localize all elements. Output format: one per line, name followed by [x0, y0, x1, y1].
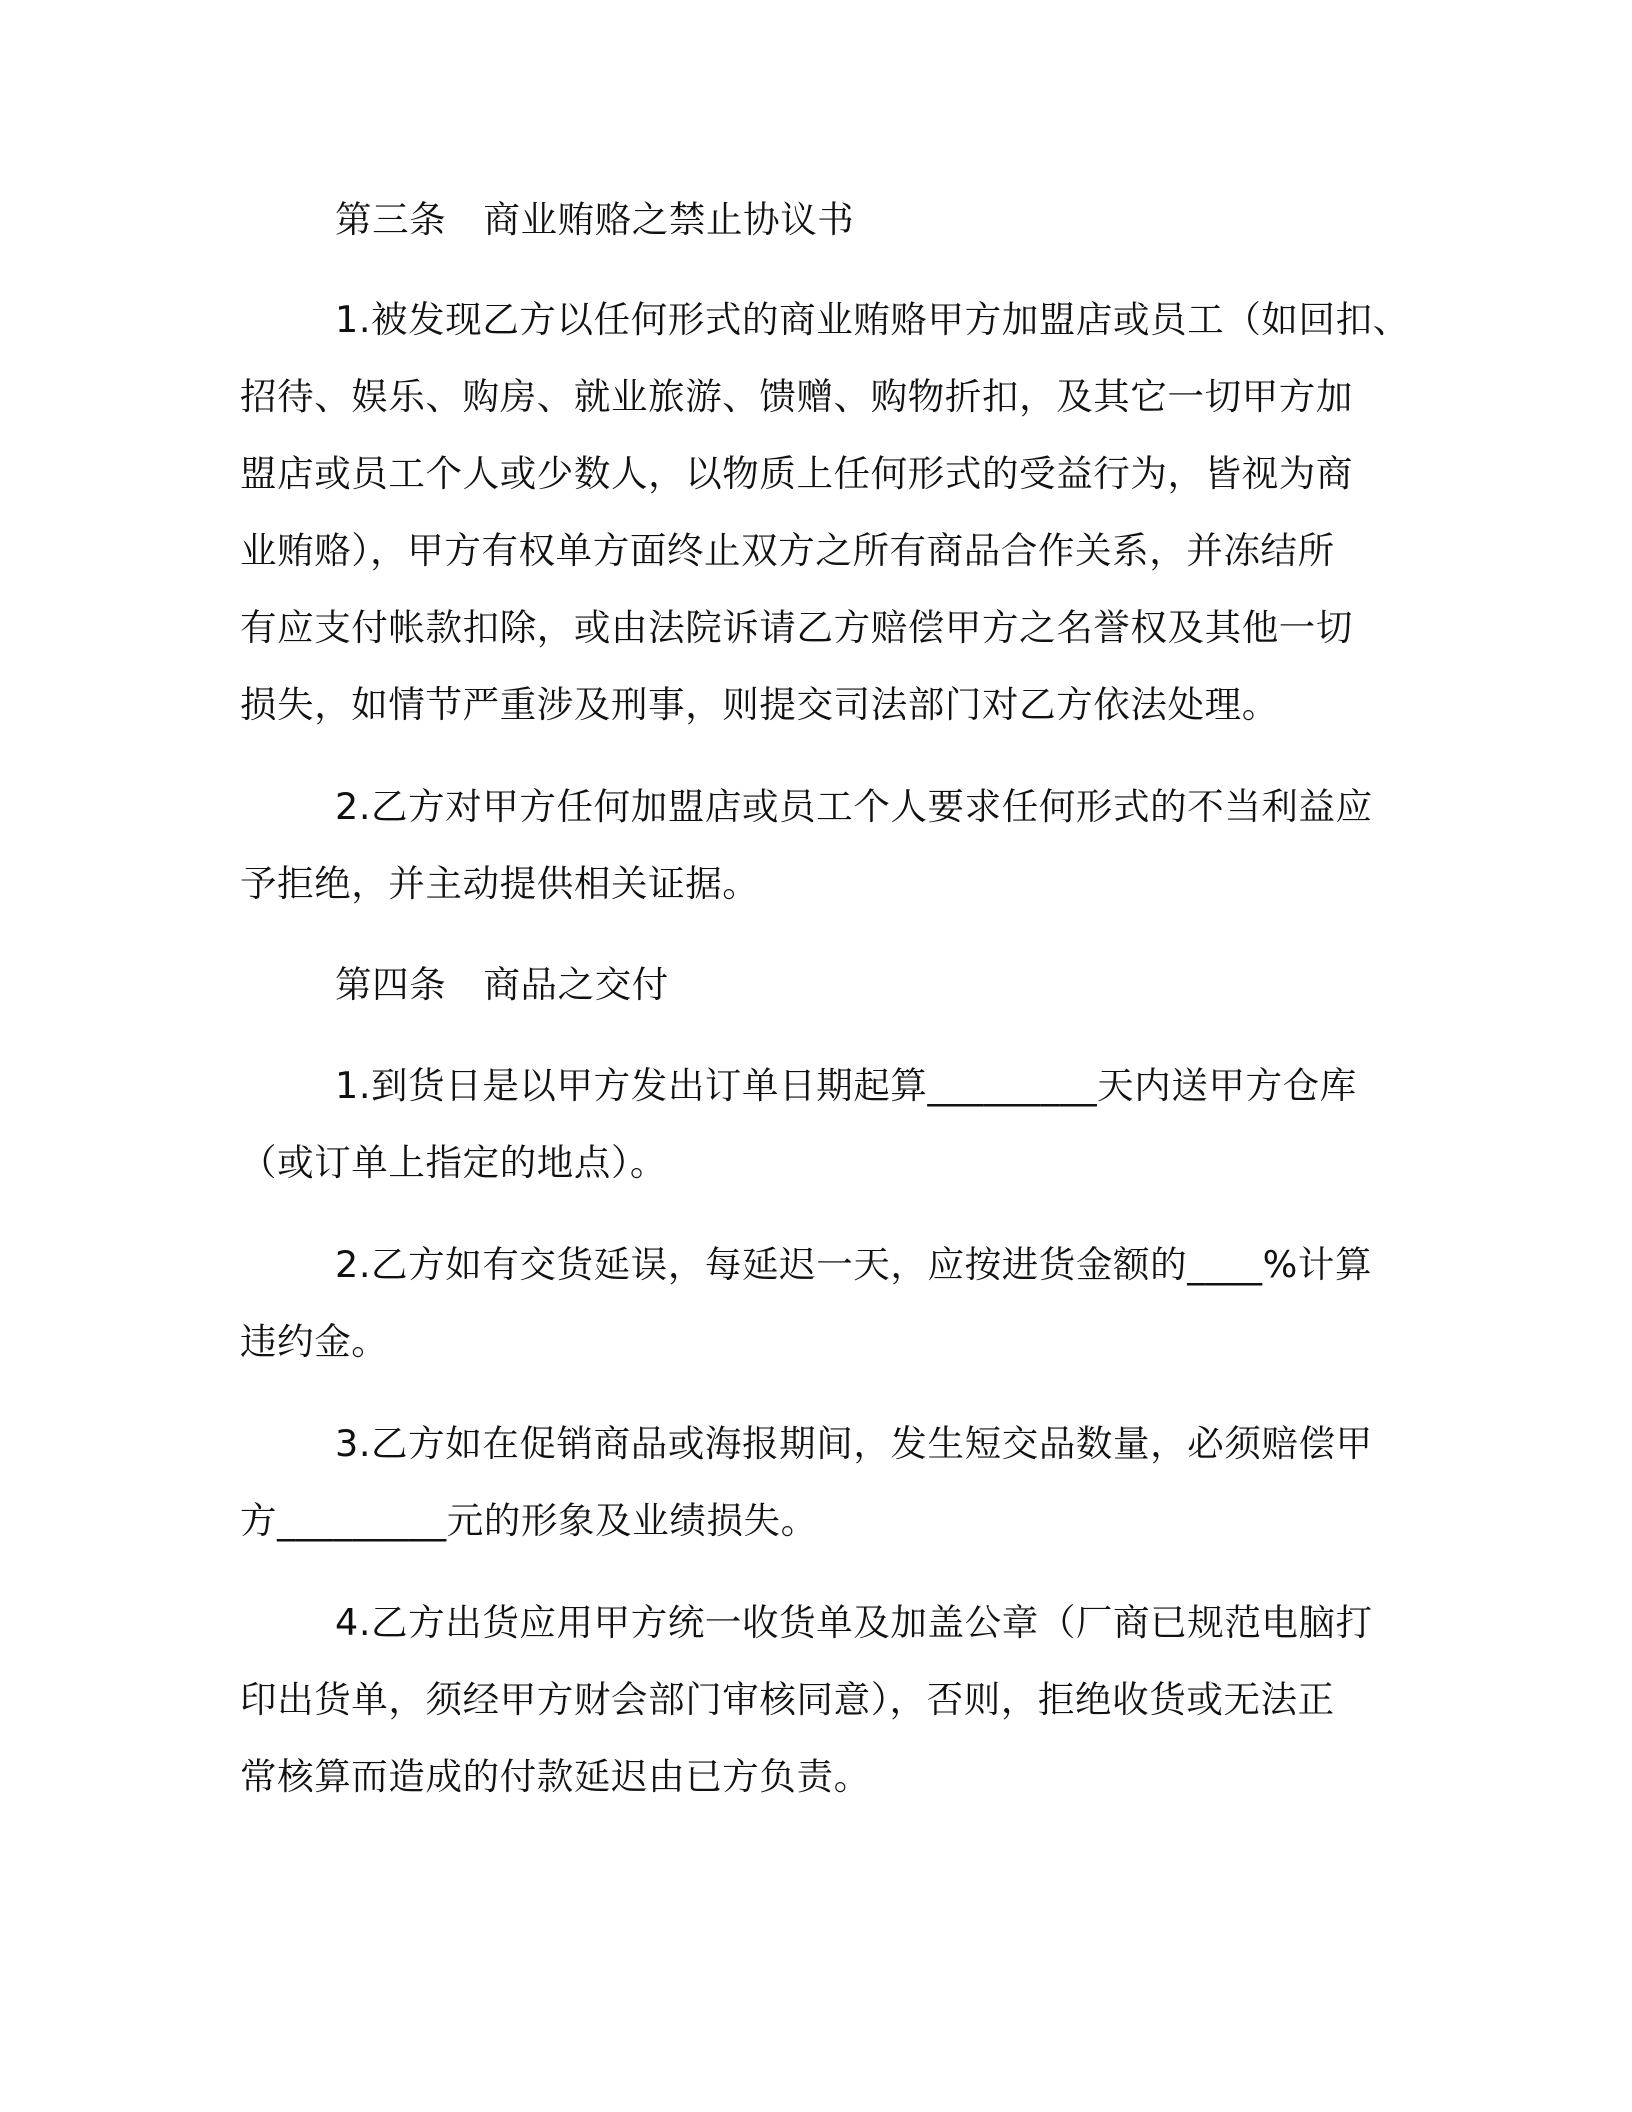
section-4-clause-2-line-2: 违约金。 [240, 1320, 389, 1363]
section-4-heading: 第四条 商品之交付 [335, 963, 669, 1006]
section-4-clause-4-line-3: 常核算而造成的付款延迟由已方负责。 [240, 1755, 871, 1798]
section-3-clause-2-line-1: 2.乙方对甲方任何加盟店或员工个人要求任何形式的不当利益应 [335, 785, 1373, 828]
section-4-clause-1-line-1: 1.到货日是以甲方发出订单日期起算_________天内送甲方仓库 [335, 1064, 1357, 1107]
section-3-clause-1-line-4: 业贿赂），甲方有权单方面终止双方之所有商品合作关系，并冻结所 [240, 529, 1335, 572]
section-4-clause-1-line-2: （或订单上指定的地点）。 [240, 1141, 667, 1184]
section-3-clause-1-line-1: 1.被发现乙方以任何形式的商业贿赂甲方加盟店或员工（如回扣、 [335, 298, 1410, 341]
section-3-clause-1-line-3: 盟店或员工个人或少数人，以物质上任何形式的受益行为，皆视为商 [240, 452, 1353, 495]
section-4-clause-3-line-2: 方_________元的形象及业绩损失。 [240, 1499, 818, 1542]
section-3-clause-1-line-6: 损失，如情节严重涉及刑事，则提交司法部门对乙方依法处理。 [240, 683, 1279, 726]
section-3-heading: 第三条 商业贿赂之禁止协议书 [335, 198, 855, 241]
section-3-clause-2-line-2: 予拒绝，并主动提供相关证据。 [240, 862, 760, 905]
section-4-clause-4-line-2: 印出货单，须经甲方财会部门审核同意），否则，拒绝收货或无法正 [240, 1678, 1335, 1721]
section-4-clause-2-line-1: 2.乙方如有交货延误，每延迟一天，应按进货金额的____%计算 [335, 1243, 1373, 1286]
section-3-clause-1-line-2: 招待、娱乐、购房、就业旅游、馈赠、购物折扣，及其它一切甲方加 [240, 375, 1353, 418]
section-4-clause-4-line-1: 4.乙方出货应用甲方统一收货单及加盖公章（厂商已规范电脑打 [335, 1601, 1373, 1644]
section-4-clause-3-line-1: 3.乙方如在促销商品或海报期间，发生短交品数量，必须赔偿甲 [335, 1422, 1373, 1465]
section-3-clause-1-line-5: 有应支付帐款扣除，或由法院诉请乙方赔偿甲方之名誉权及其他一切 [240, 606, 1353, 649]
